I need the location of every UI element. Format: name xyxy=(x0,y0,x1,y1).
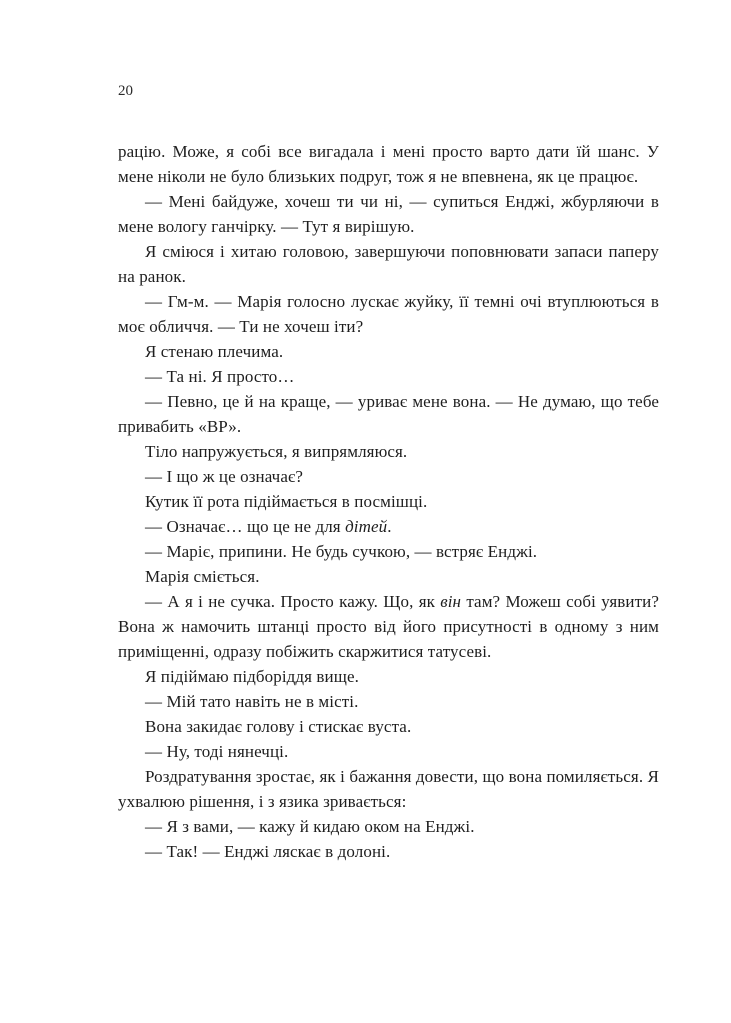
text-run: рацію. Може, я собі все вигадала і мені просто варто дати їй шанс. У мене ніколи не було близьких подруг, тож я не впевнена, як це працює. xyxy=(118,142,659,186)
paragraph xyxy=(118,714,659,739)
text-run: — Та ні. Я просто… xyxy=(145,367,295,386)
text-run: Я сміюся і хитаю головою, завершуючи поповнювати запаси паперу на ранок. xyxy=(118,242,659,286)
page-number: 20 xyxy=(118,83,133,99)
paragraph xyxy=(118,589,659,664)
text-run: — І що ж це означає? xyxy=(145,467,304,486)
text-run: . xyxy=(387,517,392,536)
paragraph xyxy=(118,489,659,514)
text-run: Я підіймаю підборіддя вище. xyxy=(145,667,359,686)
text-run: — А я і не сучка. Просто кажу. Що, як xyxy=(145,592,441,611)
paragraph xyxy=(118,814,659,839)
text-run: — Означає… що це не для xyxy=(145,517,346,536)
paragraph xyxy=(118,389,659,439)
text-run: — Ну, тоді нянечці. xyxy=(145,742,289,761)
text-run: — Гм-м. — Марія голосно лускає жуйку, її темні очі втуплюються в моє обличчя. — Ти не хочеш іти? xyxy=(118,292,659,336)
text-run: Марія сміється. xyxy=(145,567,260,586)
text-run: Кутик її рота підіймається в посмішці. xyxy=(145,492,428,511)
page-text xyxy=(118,139,659,864)
paragraph xyxy=(118,464,659,489)
paragraph xyxy=(118,339,659,364)
text-run: Вона закидає голову і стискає вуста. xyxy=(145,717,412,736)
text-run: — Мені байдуже, хочеш ти чи ні, — супиться Енджі, жбурляючи в мене вологу ганчірку. — Тут я вирішую. xyxy=(118,192,659,236)
text-run: Роздратування зростає, як і бажання довести, що вона помиляється. Я ухвалюю рішення, і з язика зривається: xyxy=(118,767,659,811)
paragraph xyxy=(118,439,659,464)
italic-text-run: дітей xyxy=(345,517,388,536)
paragraph xyxy=(118,839,659,864)
paragraph xyxy=(118,514,659,539)
text-run: там? Можеш собі уявити? Вона ж намочить штанці просто від його присутності в одному з ним приміщенні, одразу побіжить скаржитися татусеві. xyxy=(118,592,659,661)
text-run: Я стенаю плечима. xyxy=(145,342,284,361)
paragraph xyxy=(118,664,659,689)
text-run: Тіло напружується, я випрямляюся. xyxy=(145,442,408,461)
paragraph xyxy=(118,564,659,589)
paragraph xyxy=(118,139,659,189)
text-run: — Так! — Енджі ляскає в долоні. xyxy=(145,842,391,861)
paragraph xyxy=(118,289,659,339)
paragraph xyxy=(118,739,659,764)
paragraph xyxy=(118,189,659,239)
paragraph xyxy=(118,239,659,289)
paragraph xyxy=(118,364,659,389)
text-run: — Маріє, припини. Не будь сучкою, — встряє Енджі. xyxy=(145,542,538,561)
text-run: — Певно, це й на краще, — уриває мене вона. — Не думаю, що тебе привабить «ВР». xyxy=(118,392,659,436)
text-run: — Я з вами, — кажу й кидаю оком на Енджі. xyxy=(145,817,475,836)
paragraph xyxy=(118,539,659,564)
paragraph xyxy=(118,689,659,714)
italic-text-run: він xyxy=(440,592,462,611)
text-run: — Мій тато навіть не в місті. xyxy=(145,692,359,711)
paragraph xyxy=(118,764,659,814)
